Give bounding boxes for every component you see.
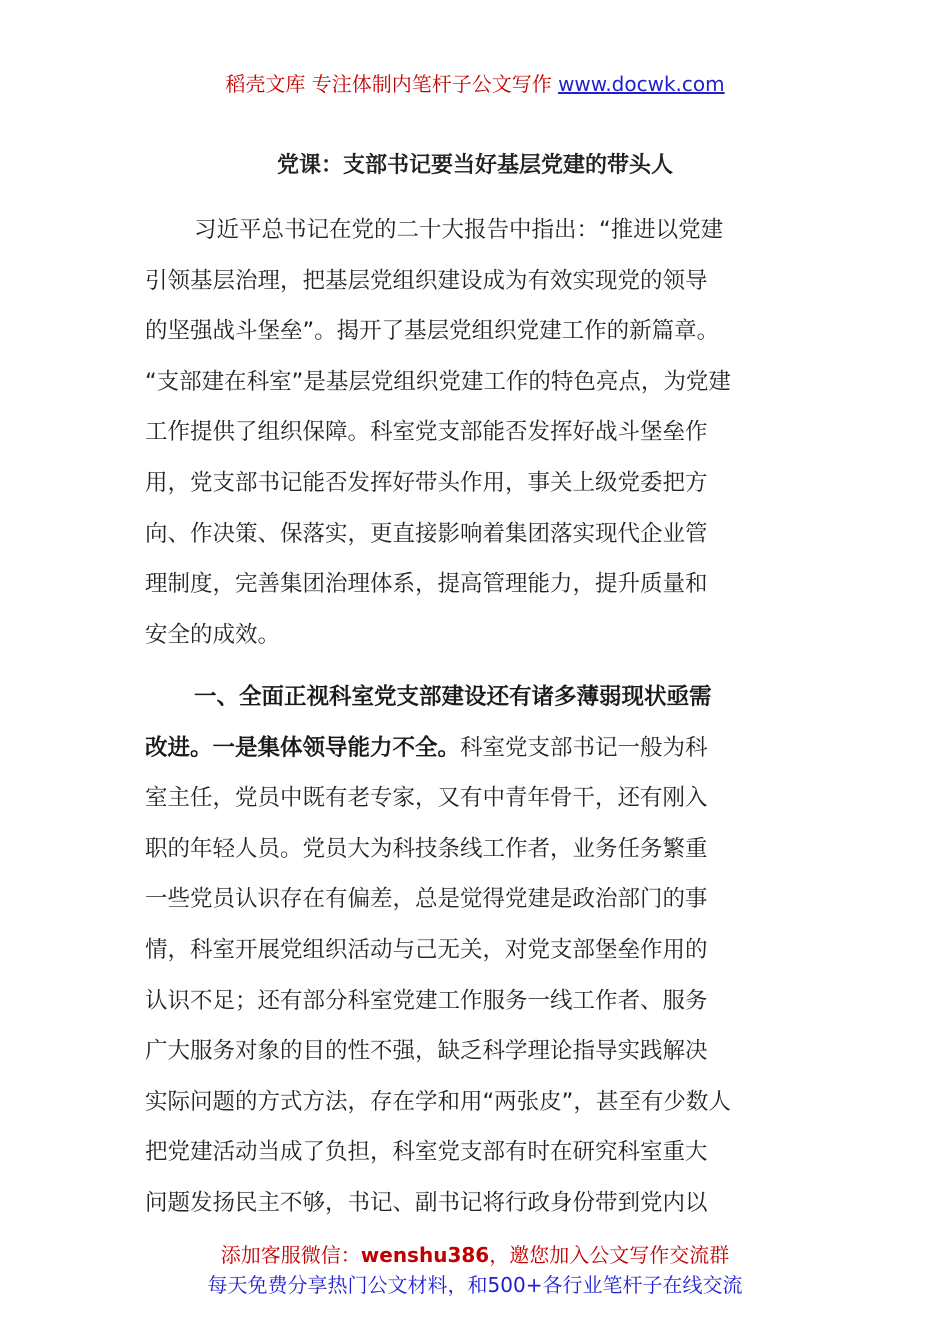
paragraph-line: 的坚强战斗堡垒”。揭开了基层党组织党建工作的新篇章。 bbox=[145, 318, 720, 345]
paragraph-line: 室主任，党员中既有老专家，又有中青年骨干，还有刚入 bbox=[145, 785, 708, 812]
paragraph-line: 把党建活动当成了负担，科室党支部有时在研究科室重大 bbox=[145, 1139, 708, 1166]
paragraph-line: 情，科室开展党组织活动与己无关，对党支部堡垒作用的 bbox=[145, 936, 708, 963]
footer-suffix: ，邀您加入公文写作交流群 bbox=[489, 1243, 730, 1267]
paragraph-line: 问题发扬民主不够，书记、副书记将行政身份带到党内以 bbox=[145, 1189, 708, 1216]
paragraph-line: 认识不足；还有部分科室党建工作服务一线工作者、服务 bbox=[145, 987, 708, 1014]
paragraph-line: 安全的成效。 bbox=[145, 621, 281, 648]
paragraph-line: 理制度，完善集团治理体系，提高管理能力，提升质量和 bbox=[145, 571, 708, 598]
section-heading: 一、全面正视科室党支部建设还有诸多薄弱现状亟需 bbox=[194, 684, 712, 710]
section-text: 科室党支部书记一般为科 bbox=[460, 734, 708, 761]
document-title: 党课：支部书记要当好基层党建的带头人 bbox=[276, 153, 673, 178]
wechat-id: wenshu386 bbox=[360, 1243, 490, 1267]
footer-promo: 每天免费分享热门公文材料，和500+各行业笔杆子在线交流 bbox=[207, 1273, 743, 1297]
section-1 bbox=[145, 672, 807, 1229]
website-link[interactable]: www.docwk.com bbox=[558, 72, 725, 96]
paragraph-line: 实际问题的方式方法，存在学和用“两张皮”，甚至有少数人 bbox=[145, 1088, 731, 1115]
paragraph-line: 用，党支部书记能否发挥好带头作用，事关上级党委把方 bbox=[145, 469, 708, 496]
paragraph-line: 习近平总书记在党的二十大报告中指出：“推进以党建 bbox=[194, 217, 724, 243]
paragraph-1 bbox=[145, 205, 807, 660]
paragraph-line: “支部建在科室”是基层党组织党建工作的特色亮点，为党建 bbox=[145, 368, 731, 395]
paragraph-line: 广大服务对象的目的性不强，缺乏科学理论指导实践解决 bbox=[145, 1038, 708, 1065]
paragraph-line: 一些党员认识存在有偏差，总是觉得党建是政治部门的事 bbox=[145, 886, 708, 913]
paragraph-line: 向、作决策、保落实，更直接影响着集团落实现代企业管 bbox=[145, 520, 708, 547]
footer-prefix: 添加客服微信： bbox=[220, 1243, 361, 1267]
paragraph-line: 职的年轻人员。党员大为科技条线工作者，业务任务繁重 bbox=[145, 835, 708, 862]
brand-text: 稻壳文库 专注体制内笔杆子公文写作 bbox=[225, 72, 552, 96]
footer-contact bbox=[0, 1240, 950, 1270]
paragraph-line: 引领基层治理，把基层党组织建设成为有效实现党的领导 bbox=[145, 267, 708, 294]
section-subheading: 改进。一是集体领导能力不全。 bbox=[145, 734, 461, 761]
page-header bbox=[0, 68, 950, 100]
paragraph-line: 工作提供了组织保障。科室党支部能否发挥好战斗堡垒作 bbox=[145, 419, 708, 446]
section-heading-line-2 bbox=[145, 723, 807, 774]
